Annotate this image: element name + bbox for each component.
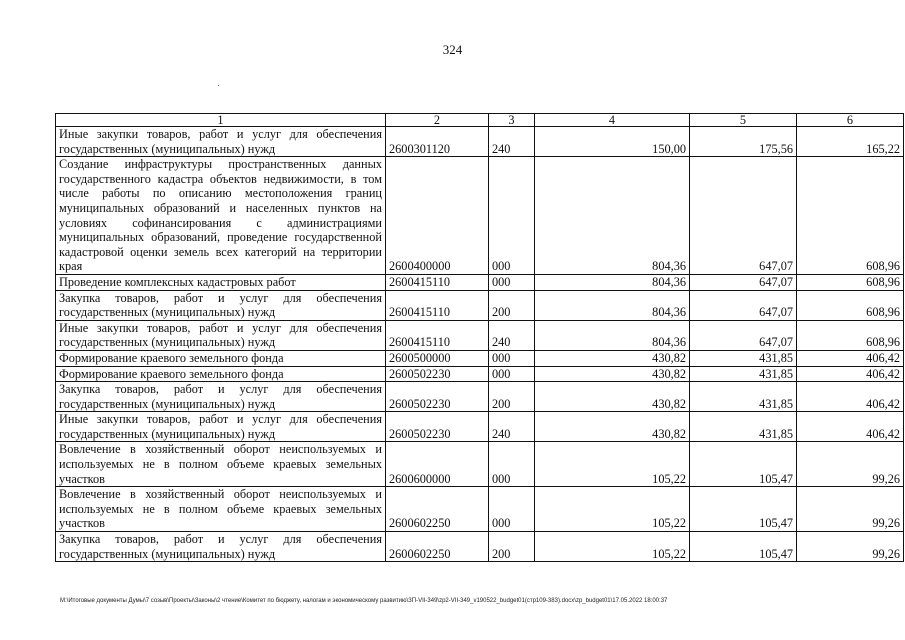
- row-name-cell: Проведение комплексных кадастровых работ: [56, 274, 386, 290]
- row-value-col6-cell: 99,26: [797, 487, 904, 532]
- row-name-cell: Формирование краевого земельного фонда: [56, 366, 386, 382]
- row-name-cell: Создание инфраструктуры пространственных данных государственного кадастра объектов недвижимости, в том числе работы по описанию местоположения границ муниципальных образований и населенных пунктов на условиях софинансирования с администрациями муниципальных образований, проведение государственной кадастровой оценки земель всех категорий на территории края: [56, 157, 386, 275]
- row-code-cell: 2600415110: [386, 274, 489, 290]
- row-value-col6-cell: 608,96: [797, 274, 904, 290]
- row-name-cell: Вовлечение в хозяйственный оборот неиспользуемых и используемых не в полном объеме краевых земельных участков: [56, 442, 386, 487]
- row-value-col4-cell: 105,22: [535, 442, 690, 487]
- row-type-cell: 000: [489, 366, 535, 382]
- row-value-col6-cell: 406,42: [797, 366, 904, 382]
- row-name-cell: Иные закупки товаров, работ и услуг для обеспечения государственных (муниципальных) нужд: [56, 412, 386, 442]
- column-number-row: [56, 114, 904, 127]
- row-type-cell: 240: [489, 320, 535, 350]
- table-row: [56, 487, 904, 532]
- row-type-cell: 000: [489, 350, 535, 366]
- row-value-col4-cell: 804,36: [535, 274, 690, 290]
- table-row: [56, 127, 904, 157]
- table-row: [56, 412, 904, 442]
- row-value-col5-cell: 105,47: [690, 532, 797, 562]
- row-type-cell: 200: [489, 532, 535, 562]
- row-value-col5-cell: 431,85: [690, 366, 797, 382]
- row-value-col4-cell: 105,22: [535, 532, 690, 562]
- row-value-col5-cell: 431,85: [690, 350, 797, 366]
- row-code-cell: 2600600000: [386, 442, 489, 487]
- page-number: 324: [442, 42, 463, 57]
- column-header-4: 4: [535, 114, 690, 127]
- row-code-cell: 2600400000: [386, 157, 489, 275]
- row-value-col5-cell: 647,07: [690, 274, 797, 290]
- row-value-col4-cell: 430,82: [535, 366, 690, 382]
- row-value-col6-cell: 99,26: [797, 442, 904, 487]
- row-type-cell: 240: [489, 127, 535, 157]
- row-value-col4-cell: 804,36: [535, 320, 690, 350]
- row-value-col5-cell: 647,07: [690, 320, 797, 350]
- row-code-cell: 2600502230: [386, 412, 489, 442]
- row-value-col5-cell: 105,47: [690, 487, 797, 532]
- row-value-col6-cell: 406,42: [797, 350, 904, 366]
- column-header-5: 5: [690, 114, 797, 127]
- column-header-6: 6: [797, 114, 904, 127]
- row-value-col6-cell: 608,96: [797, 157, 904, 275]
- row-value-col5-cell: 431,85: [690, 412, 797, 442]
- row-value-col6-cell: 165,22: [797, 127, 904, 157]
- budget-table: [55, 113, 904, 562]
- row-code-cell: 2600301120: [386, 127, 489, 157]
- column-header-2: 2: [386, 114, 489, 127]
- table-row: [56, 274, 904, 290]
- row-type-cell: 200: [489, 290, 535, 320]
- row-type-cell: 000: [489, 442, 535, 487]
- row-value-col5-cell: 175,56: [690, 127, 797, 157]
- table-row: [56, 320, 904, 350]
- row-name-cell: Иные закупки товаров, работ и услуг для обеспечения государственных (муниципальных) нужд: [56, 320, 386, 350]
- footer-file-path: М:\Итоговые документы Думы\7 созыв\Проекты\Законы\2 чтение\Комитет по бюджету, налогам и экономическому развитию\ЗП-VII-349\zp2-VII-349_v190522_budget01(стр109-383).docx\zp_budget01\17.05.2022 18:00:37: [60, 598, 668, 604]
- table-row: [56, 157, 904, 275]
- row-code-cell: 2600502230: [386, 366, 489, 382]
- row-value-col4-cell: 804,36: [535, 157, 690, 275]
- row-code-cell: 2600415110: [386, 320, 489, 350]
- row-value-col5-cell: 647,07: [690, 290, 797, 320]
- row-value-col6-cell: 406,42: [797, 412, 904, 442]
- row-value-col6-cell: 608,96: [797, 320, 904, 350]
- row-value-col6-cell: 608,96: [797, 290, 904, 320]
- row-value-col4-cell: 105,22: [535, 487, 690, 532]
- row-name-cell: Закупка товаров, работ и услуг для обеспечения государственных (муниципальных) нужд: [56, 290, 386, 320]
- row-value-col6-cell: 406,42: [797, 382, 904, 412]
- column-header-3: 3: [489, 114, 535, 127]
- row-name-cell: Иные закупки товаров, работ и услуг для обеспечения государственных (муниципальных) нужд: [56, 127, 386, 157]
- row-code-cell: 2600500000: [386, 350, 489, 366]
- row-type-cell: 200: [489, 382, 535, 412]
- row-code-cell: 2600502230: [386, 382, 489, 412]
- row-code-cell: 2600602250: [386, 532, 489, 562]
- table-row: [56, 532, 904, 562]
- table-row: [56, 442, 904, 487]
- row-code-cell: 2600602250: [386, 487, 489, 532]
- row-value-col5-cell: 105,47: [690, 442, 797, 487]
- row-value-col4-cell: 430,82: [535, 382, 690, 412]
- row-value-col4-cell: 430,82: [535, 350, 690, 366]
- budget-table-body: [56, 114, 904, 562]
- row-name-cell: Вовлечение в хозяйственный оборот неиспользуемых и используемых не в полном объеме краевых земельных участков: [56, 487, 386, 532]
- table-row: [56, 382, 904, 412]
- row-value-col4-cell: 430,82: [535, 412, 690, 442]
- row-type-cell: 000: [489, 157, 535, 275]
- row-name-cell: Формирование краевого земельного фонда: [56, 350, 386, 366]
- row-value-col5-cell: 431,85: [690, 382, 797, 412]
- table-row: [56, 350, 904, 366]
- row-name-cell: Закупка товаров, работ и услуг для обеспечения государственных (муниципальных) нужд: [56, 382, 386, 412]
- table-row: [56, 290, 904, 320]
- scan-speck: [218, 85, 219, 86]
- column-header-1: 1: [56, 114, 386, 127]
- row-name-cell: Закупка товаров, работ и услуг для обеспечения государственных (муниципальных) нужд: [56, 532, 386, 562]
- row-value-col4-cell: 150,00: [535, 127, 690, 157]
- row-code-cell: 2600415110: [386, 290, 489, 320]
- row-type-cell: 000: [489, 274, 535, 290]
- row-value-col6-cell: 99,26: [797, 532, 904, 562]
- table-row: [56, 366, 904, 382]
- row-value-col4-cell: 804,36: [535, 290, 690, 320]
- row-type-cell: 240: [489, 412, 535, 442]
- row-type-cell: 000: [489, 487, 535, 532]
- row-value-col5-cell: 647,07: [690, 157, 797, 275]
